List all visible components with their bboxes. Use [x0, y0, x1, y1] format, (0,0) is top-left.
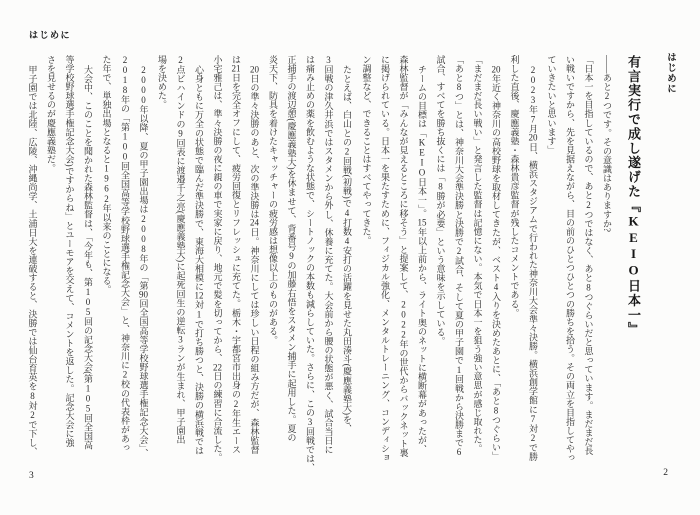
text-column: 2023年7月20日、横浜スタジアムで行われた神奈川大会準々決勝。横浜創学館に7対2で勝	[528, 64, 538, 461]
text-column: 炎天下、防具を着けたキャッチャーの疲労感は想像以上のものがある。	[268, 55, 278, 345]
text-column: ていきたいと思います」	[546, 55, 557, 155]
right-page	[350, 0, 700, 515]
text-column: ン調整など、できることはすべてやってきた。	[361, 55, 372, 246]
text-column: 場を決めた。	[157, 55, 167, 110]
text-column: 正捕手の渡辺憩(慶應義塾大)を休ませて、背番号9の加藤右悟をスタメン捕手に起用した。夏の	[286, 55, 297, 443]
left-page-text-columns	[23, 55, 356, 473]
text-column: 2018年の「第100回全国高等学校野球選手権記念大会」と、神奈川に2校の代表枠があっ	[120, 55, 130, 453]
text-column: たとえば、白山との2回戦(初戦)で4打数4安打の活躍を見せた丸田湊斗(慶應義塾大)を、	[342, 64, 352, 433]
text-column: 20日の準々決勝のあと、次の準決勝は24日。神奈川にしては珍しい日程の組み方だが、森林監督	[249, 64, 260, 454]
chapter-title: 有言実行で成し遂げた『KEIO日本一』	[626, 55, 641, 337]
text-column: は21日を完全オフにして、疲労回復とリフレッシュに充てた。栃木・宇都宮市出身の2年生エース	[231, 55, 241, 455]
text-column: 大会中、このことを聞かれた森林監督は、「今年も、第105回の記念大会(第105回全国高	[83, 64, 93, 450]
text-column: 利した直後、慶應義塾・森林貴彦監督が残したコメントである。	[509, 55, 520, 318]
text-column: 2000年以降、夏の甲子園出場は2008年の「第90回全国高等学校野球選手権記念大会」、	[138, 64, 149, 458]
page-number-right: 2	[663, 468, 668, 478]
text-column: い戦いですから、先を見据えながら、目の前のひとつひとつの勝ちを拾う。その両立を目指してやっ	[565, 55, 575, 463]
running-head-left: はじめに	[29, 30, 72, 40]
text-column: に掲げられている。日本一を果たすために、フィジカル強化、メンタルトレーニング、コンディショ	[380, 55, 390, 463]
text-column: 「日本一を目指しているので、あと2つではなく、あと8つぐらいだと思っています。まだまだ長	[583, 55, 594, 456]
text-column: 20年近く神奈川の高校野球を取材してきたが、ベスト4入りを決めたあとに、「あと8つぐらい」	[491, 64, 501, 461]
text-column: 「まだまだ長い戦い」と発言した監督は記憶にない。本気で日本一を狙う強い意思が感じ取れた。	[472, 55, 483, 454]
text-column: た年で、単独出場となると1962年以来のことになる。	[101, 55, 112, 295]
text-column: さを見せるのが慶應義塾だ。	[46, 55, 56, 173]
text-column: 「あと8つ」とは、神奈川大会準決勝と決勝で2試合、そして夏の甲子園で1回戦から決勝まで6	[454, 55, 464, 458]
text-column: チームの目標は「KEIO日本一」。15年以上前から、ライト奥のネットに横断幕があったが、	[417, 64, 427, 454]
running-head-right: はじめに	[665, 52, 676, 94]
text-column: 小宅雅己は、準々決勝の夜に親の車で実家に戻り、地元で髪を切ってから、22日の練習に合流した。	[212, 55, 223, 463]
text-column: ――あと2つです。その意識はありますか?	[602, 55, 612, 233]
text-column: 心身ともに万全の状態で臨んだ準決勝で、東海大相模に12対1で打ち勝つと、決勝の横浜戦では	[194, 64, 204, 455]
text-column: 森林監督が「みんなが見えるところに移そう」と提案して、2022年の世代からバックネット裏	[398, 55, 409, 458]
text-column: 2点ビハインドの9回表に渡邉千之亮(慶應義塾大)に起死回生の逆転3ランが生まれ、甲子園出	[175, 55, 186, 445]
page-number-left: 3	[29, 471, 34, 481]
text-column: 等学校野球選手権記念大会)ですからね」とユーモアを交えて、コメントを返した。記念大会に強	[64, 55, 75, 448]
right-page-text-columns	[357, 55, 616, 469]
text-column: 3回戦の津久井浜ではスタメンから外し、休養に充てた。大会前から腰の状態が悪く、試合当日に	[323, 55, 334, 455]
text-column: 甲子園では北陸、広陵、沖縄尚学、土浦日大を連破すると、決勝では仙台育英を8対2で下し、	[27, 64, 38, 456]
text-column: 試合、すべてを勝ち抜くには「8勝が必要」という意味を示している。	[435, 55, 446, 346]
text-column: は痛み止めの薬を飲むような状態で、シートノックの本数も減らしていた。さらに、この3回戦では、	[305, 55, 315, 473]
